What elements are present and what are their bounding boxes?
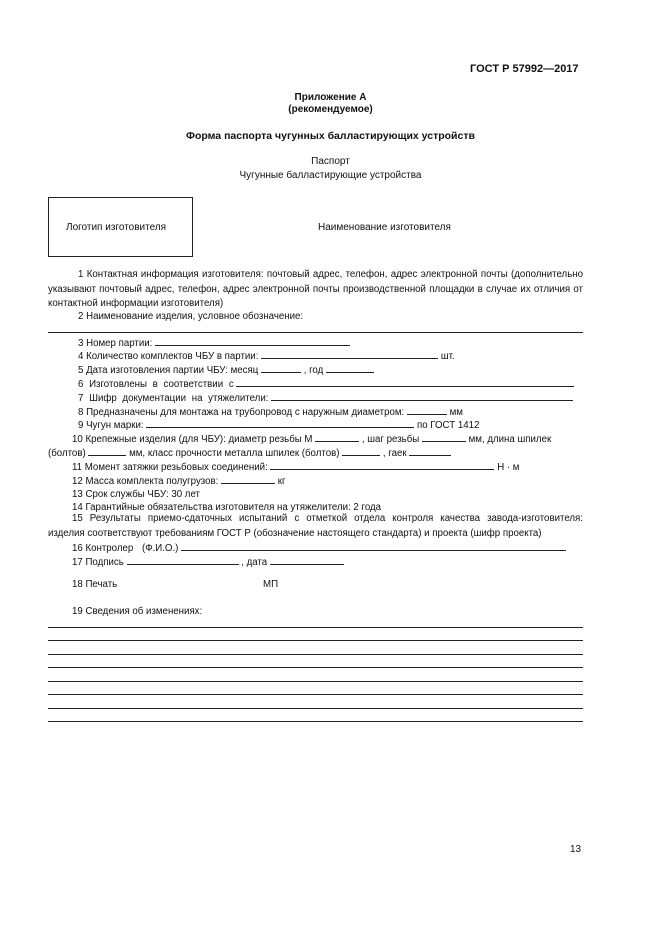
item-12-label: 12 Масса комплекта полугрузов: xyxy=(72,476,219,487)
item-10-label: 10 Крепежные изделия (для ЧБУ): диаметр резьбы М xyxy=(72,434,313,445)
logo-label: Логотип изготовителя xyxy=(66,222,167,233)
item-8-unit: мм xyxy=(449,407,463,418)
item-17-signature-field[interactable] xyxy=(127,556,239,565)
changes-line[interactable] xyxy=(48,667,583,668)
item-17-date-label: , дата xyxy=(241,557,268,568)
item-18-label: 18 Печать xyxy=(72,579,118,590)
passport-subject: Чугунные балластирующие устройства xyxy=(239,170,422,181)
item-6 xyxy=(48,378,583,391)
item-5-year-field[interactable] xyxy=(326,364,374,373)
item-14: 14 Гарантийные обязательства изготовителя на утяжелители: 2 года xyxy=(72,502,382,513)
item-4-label: 4 Количество комплектов ЧБУ в партии: xyxy=(78,351,259,362)
item-5-month-field[interactable] xyxy=(261,364,301,373)
item-13: 13 Срок службы ЧБУ: 30 лет xyxy=(72,489,200,500)
changes-line[interactable] xyxy=(48,721,583,722)
item-6-label: 6 Изготовлены в соответствии с xyxy=(78,379,234,390)
item-18-stamp: МП xyxy=(263,579,279,590)
item-16 xyxy=(48,542,583,555)
changes-line[interactable] xyxy=(48,627,583,628)
item-12-unit: кг xyxy=(277,476,286,487)
item-10-thread-field[interactable] xyxy=(315,433,359,442)
item-9-standard: по ГОСТ 1412 xyxy=(416,420,480,431)
item-10-nuts-field[interactable] xyxy=(409,447,451,456)
item-15: 15 Результаты приемо-сдаточных испытаний с отметкой отдела контроля качества завода-изготовителя: изделия соответствуют требованиям ГОСТ Р (обозначение настоящего стандарта) и проекта (шифр проекта) xyxy=(48,513,583,539)
item-12-field[interactable] xyxy=(221,475,275,484)
changes-line[interactable] xyxy=(48,654,583,655)
item-2: 2 Наименование изделия, условное обозначение: xyxy=(78,311,304,322)
item-17 xyxy=(48,556,583,569)
item-7-label: 7 Шифр документации на утяжелители: xyxy=(78,393,269,404)
item-4-field[interactable] xyxy=(261,350,438,359)
item-17-date-field[interactable] xyxy=(270,556,344,565)
item-11-label: 11 Момент затяжки резьбовых соединений: xyxy=(72,462,268,473)
changes-line[interactable] xyxy=(48,681,583,682)
passport-word: Паспорт xyxy=(311,156,350,167)
item-2-fill-line xyxy=(48,332,583,333)
item-8 xyxy=(48,406,583,419)
item-1: 1 Контактная информация изготовителя: почтовый адрес, телефон, адрес электронной почты (дополнительно указывают почтовый адрес, телефон, адрес электронной почты производственной площадки в случае их отличия от контактной информации изготовителя) xyxy=(48,269,583,309)
item-11 xyxy=(48,461,583,474)
item-5-year-label: , год xyxy=(303,365,324,376)
item-9-field[interactable] xyxy=(146,419,414,428)
item-10-cont xyxy=(48,447,583,460)
item-10-class-label: мм, класс прочности металла шпилек (болтов) xyxy=(129,448,340,459)
changes-line[interactable] xyxy=(48,694,583,695)
item-10-length-label: мм, длина шпилек xyxy=(468,434,552,445)
appendix-subtitle: (рекомендуемое) xyxy=(288,104,373,115)
item-12 xyxy=(48,475,583,488)
changes-line[interactable] xyxy=(48,708,583,709)
item-10 xyxy=(48,433,583,446)
item-16-fio: (Ф.И.О.) xyxy=(141,543,179,554)
item-9-label: 9 Чугун марки: xyxy=(78,420,144,431)
item-17-label: 17 Подпись xyxy=(72,557,124,568)
item-10-pitch-field[interactable] xyxy=(422,433,466,442)
item-10-bolts-label: (болтов) xyxy=(48,448,86,459)
item-3-field[interactable] xyxy=(155,337,350,346)
item-10-nuts-label: , гаек xyxy=(382,448,407,459)
item-4-unit: шт. xyxy=(440,351,455,362)
item-5-label: 5 Дата изготовления партии ЧБУ: месяц xyxy=(78,365,259,376)
item-11-unit: Н · м xyxy=(497,462,520,473)
item-4 xyxy=(48,350,583,363)
page-number: 13 xyxy=(570,844,582,855)
item-3 xyxy=(48,337,583,350)
item-16-field[interactable] xyxy=(181,542,566,551)
item-9 xyxy=(48,419,583,432)
item-16-label: 16 Контролер xyxy=(72,543,134,554)
manufacturer-label: Наименование изготовителя xyxy=(318,222,451,233)
standard-number: ГОСТ Р 57992—2017 xyxy=(470,63,579,75)
item-10-pitch-label: , шаг резьбы xyxy=(361,434,420,445)
item-8-label: 8 Предназначены для монтажа на трубопровод с наружным диаметром: xyxy=(78,407,405,418)
item-10-class-field[interactable] xyxy=(342,447,380,456)
appendix-title: Приложение А xyxy=(294,92,367,103)
item-11-field[interactable] xyxy=(270,461,494,470)
item-19: 19 Сведения об изменениях: xyxy=(72,606,203,617)
item-6-field[interactable] xyxy=(236,378,574,387)
item-8-field[interactable] xyxy=(407,406,447,415)
item-5 xyxy=(48,364,583,377)
form-title: Форма паспорта чугунных балластирующих устройств xyxy=(186,130,475,142)
item-7 xyxy=(48,392,583,405)
changes-line[interactable] xyxy=(48,640,583,641)
item-7-field[interactable] xyxy=(271,392,573,401)
item-3-label: 3 Номер партии: xyxy=(78,338,153,349)
item-10-length-field[interactable] xyxy=(88,447,126,456)
